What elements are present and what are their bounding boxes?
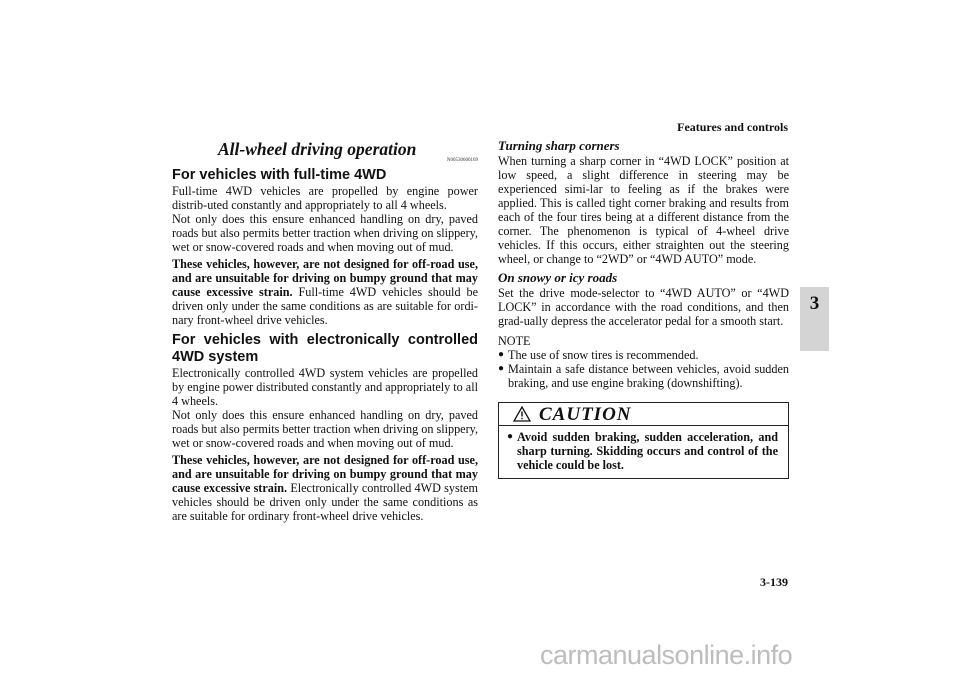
heading-snowy-roads: On snowy or icy roads [498, 270, 618, 285]
watermark-text: carmanualsonline.info [540, 640, 793, 670]
paragraph-warning [172, 257, 478, 327]
page-header: Features and controls [677, 120, 788, 134]
left-column [172, 135, 478, 523]
caution-title: CAUTION [539, 404, 632, 425]
caution-item [499, 426, 788, 478]
paragraph: Not only does this ensure enhanced handling on dry, paved roads but also permits better traction when driving on slippery, wet or snow-covered roads and when moving out of mud. [172, 408, 478, 450]
right-column [498, 135, 789, 479]
note-text: The use of snow tires is recommended. [508, 348, 699, 362]
paragraph: Electronically controlled 4WD system vehicles are propelled by engine power distributed constantly and appropriately to all 4 wheels. [172, 366, 478, 408]
bullet-icon: ● [498, 363, 505, 374]
paragraph: Not only does this ensure enhanced handling on dry, paved roads but also permits better traction when driving on slippery, wet or snow-covered roads and when moving out of mud. [172, 212, 478, 254]
note-item [498, 348, 789, 362]
note-item [498, 362, 789, 390]
section-code: N00530600169 [446, 158, 478, 163]
paragraph: Set the drive mode-selector to “4WD AUTO” or “4WD LOCK” in accordance with the road conditions, and then grad-ually depress the accelerator pedal for a smooth start. [498, 286, 789, 328]
caution-text: Avoid sudden braking, sudden acceleration, and sharp turning. Skidding occurs and control of the vehicle could be lost. [517, 430, 778, 472]
section-title: All-wheel driving operation [218, 139, 417, 159]
bold-text: These vehicles, however, are not designed for off-road use, and are unsuitable for driving on bumpy ground that may cause excessive strain. [172, 257, 478, 299]
chapter-number: 3 [809, 293, 820, 314]
heading-electronic-4wd: For vehicles with electronically controlled 4WD system [172, 332, 478, 365]
chapter-tab [800, 287, 829, 351]
bullet-icon: ● [498, 349, 505, 360]
heading-sharp-corners: Turning sharp corners [498, 138, 620, 153]
paragraph-warning [172, 453, 478, 523]
regular-text: Electronically controlled 4WD system vehicles should be driven only under the same conditions as are suitable for ordinary front-wheel drive vehicles. [172, 481, 478, 523]
heading-full-time-4wd: For vehicles with full-time 4WD [172, 167, 387, 183]
paragraph: Full-time 4WD vehicles are propelled by engine power distrib-uted constantly and appropriately to all 4 wheels. [172, 184, 478, 212]
note-text: Maintain a safe distance between vehicles, avoid sudden braking, and use engine braking (downshifting). [508, 362, 789, 390]
bold-text: These vehicles, however, are not designed for off-road use, and are unsuitable for driving on bumpy ground that may cause excessive strain. [172, 453, 478, 495]
note-label: NOTE [498, 334, 531, 348]
bullet-icon: ● [507, 431, 514, 442]
regular-text: Full-time 4WD vehicles should be driven only under the same conditions as are suitable for ordi-nary front-wheel drive vehicles. [172, 285, 478, 327]
warning-triangle-icon [513, 406, 531, 422]
caution-header [499, 403, 788, 426]
caution-box [498, 402, 789, 479]
watermark [540, 640, 960, 678]
page-number: 3-139 [760, 575, 788, 589]
paragraph: When turning a sharp corner in “4WD LOCK” position at low speed, a slight difference in steering may be experienced simi-lar to feeling as if the brakes were applied. This is called tight corner braking and results from each of the four tires being at a different distance from the corner. The phenomenon is typical of 4-wheel drive vehicles. If this occurs, either straighten out the steering wheel, or change to “2WD” or “4WD AUTO” mode. [498, 154, 789, 266]
